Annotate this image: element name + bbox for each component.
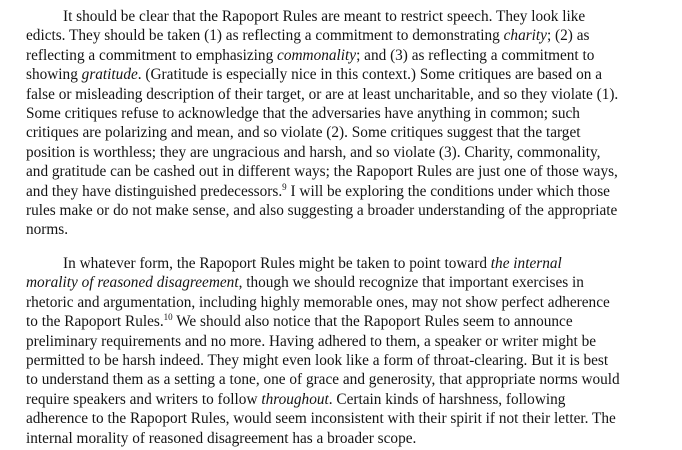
text-run: showing — [26, 66, 82, 84]
text-line — [26, 26, 666, 45]
text-run: reflecting a commitment to emphasizing — [26, 46, 278, 64]
text-line — [26, 143, 666, 162]
text-run: We should also notice that the Rapoport Rules seem to announce — [172, 313, 573, 331]
italic-text: the internal — [490, 255, 562, 272]
paragraph — [26, 254, 666, 448]
text-line — [26, 123, 666, 142]
text-line — [26, 332, 666, 351]
text-line — [26, 201, 666, 220]
text-run: ; and (3) as reflecting a commitment to — [356, 46, 595, 64]
text-line — [26, 46, 666, 65]
text-run: permitted to be harsh indeed. They might even look like a form of throat-clearing. But it is best — [26, 351, 609, 369]
text-run: adherence to the Rapoport Rules, would seem inconsistent with their spirit if not their letter. The — [26, 410, 616, 428]
italic-text: throughout — [261, 390, 329, 408]
text-line — [26, 254, 666, 273]
text-line — [26, 182, 666, 201]
text-line — [26, 370, 666, 389]
footnote-marker: 10 — [163, 312, 173, 323]
text-run: edicts. They should be taken (1) as reflecting a commitment to demonstrating — [26, 27, 504, 45]
italic-text: gratitude — [81, 66, 138, 84]
text-run: require speakers and writers to follow — [26, 390, 262, 408]
text-run: and they have distinguished predecessors. — [26, 182, 283, 200]
text-run: internal morality of reasoned disagreement has a broader scope. — [26, 429, 417, 447]
text-line — [26, 162, 666, 181]
text-line — [26, 65, 666, 84]
text-run: critiques are polarizing and mean, and so violate (2). Some critiques suggest that the target — [26, 124, 581, 142]
text-run: I will be exploring the conditions under which those — [286, 182, 610, 200]
text-line — [26, 273, 666, 292]
text-run: , though we should recognize that important exercises in — [238, 274, 584, 292]
text-line — [26, 409, 666, 428]
text-run: rhetoric and argumentation, including highly memorable ones, may not show perfect adherence — [26, 293, 610, 311]
text-line — [26, 220, 666, 239]
text-line — [26, 429, 666, 448]
text-run: to the Rapoport Rules. — [26, 313, 164, 331]
text-line — [26, 293, 666, 312]
text-run: rules make or do not make sense, and also suggesting a broader understanding of the appropriate — [26, 201, 618, 219]
text-line — [26, 85, 666, 104]
text-run: . (Gratitude is especially nice in this context.) Some critiques are based on a — [137, 66, 603, 84]
text-run: preliminary requirements and no more. Having adhered to them, a speaker or writer might be — [26, 332, 597, 350]
text-run: In whatever form, the Rapoport Rules might be taken to point toward — [63, 255, 491, 272]
text-run: and gratitude can be cashed out in different ways; the Rapoport Rules are just one of those ways, — [26, 163, 618, 181]
italic-text: commonality — [277, 46, 357, 64]
footnote-marker: 9 — [282, 181, 287, 192]
text-run: ; (2) as — [546, 27, 590, 45]
text-run: Some critiques refuse to acknowledge that the adversaries have anything in common; such — [26, 104, 580, 122]
text-line — [26, 312, 666, 331]
text-run: . Certain kinds of harshness, following — [328, 390, 566, 408]
text-run: false or misleading description of their target, or are at least uncharitable, and so they violate (1). — [26, 85, 619, 103]
text-line — [26, 351, 666, 370]
text-line — [26, 104, 666, 123]
text-line — [26, 390, 666, 409]
text-line — [26, 7, 666, 26]
italic-text: morality of reasoned disagreement — [26, 274, 239, 292]
text-run: It should be clear that the Rapoport Rules are meant to restrict speech. They look like — [63, 8, 586, 25]
text-run: to understand them as a setting a tone, one of grace and generosity, that appropriate norms would — [26, 371, 620, 389]
text-run: norms. — [26, 221, 69, 239]
text-run: position is worthless; they are ungracious and harsh, and so violate (3). Charity, commonality, — [26, 143, 601, 161]
italic-text: charity — [503, 27, 547, 45]
paragraph — [26, 7, 666, 240]
